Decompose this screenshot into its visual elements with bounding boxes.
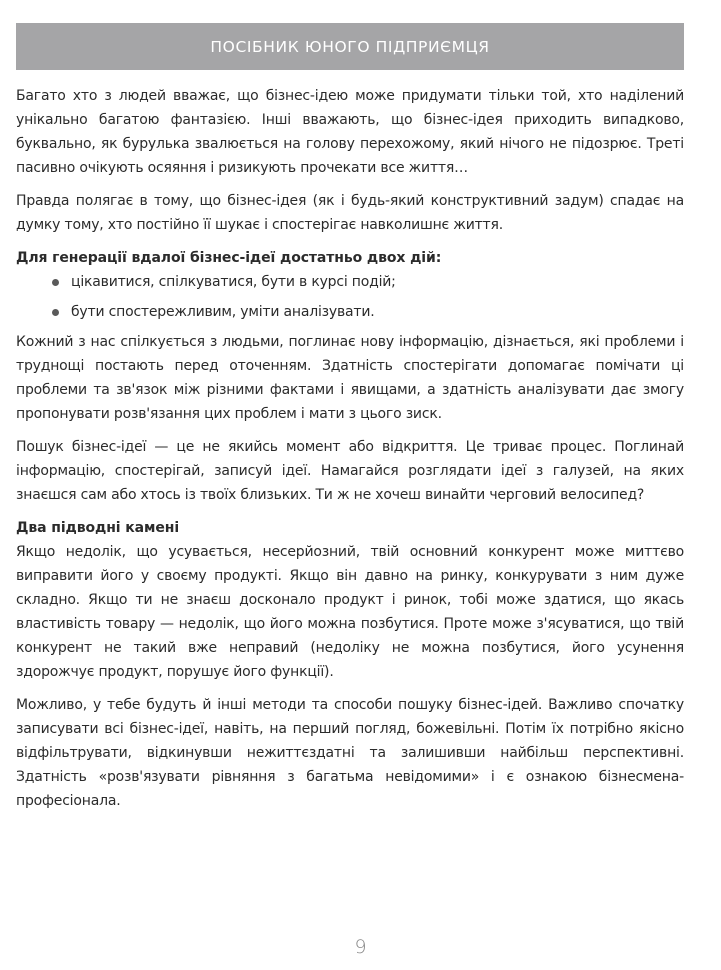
- paragraph: Можливо, у тебе будуть й інші методи та способи пошуку бізнес-ідей. Важливо спочатку записувати всі бізнес-ідеї, навіть, на перший погляд, божевільні. Потім їх потрібно якісно відфільтрувати, відкинувши нежиттєздатні та залишивши найбільш перспективні. Здатність «розв'язувати рівняння з багатьма невідомими» і є ознакою бізнесмена-професіонала.: [16, 697, 684, 809]
- page-header-bar: [16, 23, 684, 70]
- list-item: [52, 270, 684, 294]
- section-heading-pitfalls: Два підводні камені: [16, 520, 180, 536]
- list-item: [52, 300, 684, 324]
- page-content: [16, 84, 684, 822]
- bullet-list: [16, 270, 684, 324]
- list-item-text: цікавитися, спілкуватися, бути в курсі подій;: [71, 274, 396, 290]
- page-header-title: ПОСІБНИК ЮНОГО ПІДПРИЄМЦЯ: [210, 37, 490, 56]
- paragraph: Кожний з нас спілкується з людьми, поглинає нову інформацію, дізнається, які проблеми і труднощі постають перед оточенням. Здатність спостерігати допомагає помічати ці проблеми та зв'язок між різними фактами і явищами, а здатність аналізувати дає змогу пропонувати розв'язання цих проблем і мати з цього зиск.: [16, 334, 684, 422]
- paragraph: Багато хто з людей вважає, що бізнес-ідею може придумати тільки той, хто наділений унікально багатою фантазією. Інші вважають, що бізнес-ідея приходить випадково, буквально, як бурулька звалюється на голову перехожому, який нічого не підозрює. Треті пасивно очікують осяяння і ризикують прочекати все життя…: [16, 88, 684, 176]
- bullet-dot-icon: [52, 309, 59, 316]
- paragraph: Правда полягає в тому, що бізнес-ідея (як і будь-який конструктивний задум) спадає на думку тому, хто постійно її шукає і спостерігає навколишнє життя.: [16, 193, 684, 233]
- section-heading-generation: Для генерації вдалої бізнес-ідеї достатньо двох дій:: [16, 250, 442, 266]
- page-number: 9: [354, 936, 367, 958]
- paragraph: Пошук бізнес-ідеї — це не якийсь момент або відкриття. Це триває процес. Поглинай інформацію, спостерігай, записуй ідеї. Намагайся розглядати ідеї з галузей, на яких знаєшся сам або хтось із твоїх близьких. Ти ж не хочеш винайти черговий велосипед?: [16, 439, 684, 503]
- list-item-text: бути спостережливим, уміти аналізувати.: [71, 304, 375, 320]
- bullet-dot-icon: [52, 279, 59, 286]
- paragraph: Якщо недолік, що усувається, несерйозний, твій основний конкурент може миттєво виправити його у своєму продукті. Якщо він давно на ринку, конкурувати з ним дуже складно. Якщо ти не знаєш досконало продукт і ринок, тобі може здатися, що якась властивість товару — недолік, що його можна позбутися. Проте може з'ясуватися, що твій конкурент не такий вже неправий (недоліку не можна позбутися, його усунення здорожчує продукт, порушує його функції).: [16, 544, 684, 680]
